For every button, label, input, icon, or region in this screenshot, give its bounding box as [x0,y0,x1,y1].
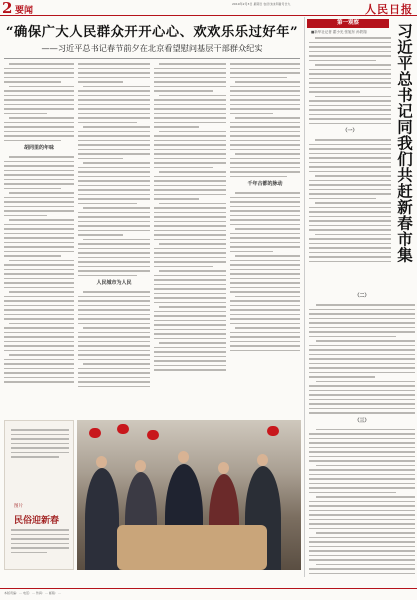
section-header: 人民城市为人民 [96,280,132,286]
section-header: 千年古都的脉动 [247,181,283,187]
dumpling-table [117,525,267,570]
news-photo [77,420,301,570]
sidebar-title: 习近平总书记同我们共赶新春市集 [395,23,414,263]
sidebar-text-lower [309,289,415,575]
issue-date: 2019年2月3日 星期日 农历戊戌年腊月廿九 [232,2,291,6]
article-headline: “确保广大人民群众开开心心、欢欢乐乐过好年” [5,25,299,40]
sidebar-label: 第一观察 [307,19,389,28]
page-number: 2 [2,0,13,17]
sidebar-section-marker: （一） [342,128,358,134]
sidebar-section-marker: （三） [354,417,370,424]
page-section: 要闻 [15,6,34,16]
section-header: 胡同里的年味 [23,145,54,151]
sidebar-text-upper [309,37,391,287]
page-header [0,0,417,16]
sidebar-commentary [304,17,417,577]
headline-divider [4,58,300,59]
article-subheadline: ——习近平总书记春节前夕在北京看望慰问基层干部群众纪实 [41,43,263,53]
lantern-icon [117,424,129,434]
lantern-icon [267,426,279,436]
sidebar-byline: ■新华社记者 霍小光 张旭东 孙铁翔 [311,30,367,34]
lantern-icon [89,428,101,438]
masthead-logo: 人民日报 [365,3,413,16]
photo-caption-label: 图片 [14,504,23,509]
lantern-icon [147,430,159,440]
article-column-2 [78,63,150,415]
article-column-1 [4,63,74,415]
article-column-4 [230,63,300,415]
sidebar-section-marker: （二） [354,293,370,299]
photo-caption-title: 民俗迎新春 [14,516,60,526]
article-column-3 [154,63,226,415]
photo-caption-box [4,420,74,570]
page-footer: 本版责编：… 电话：… 传真：… 邮箱：… [0,588,417,600]
